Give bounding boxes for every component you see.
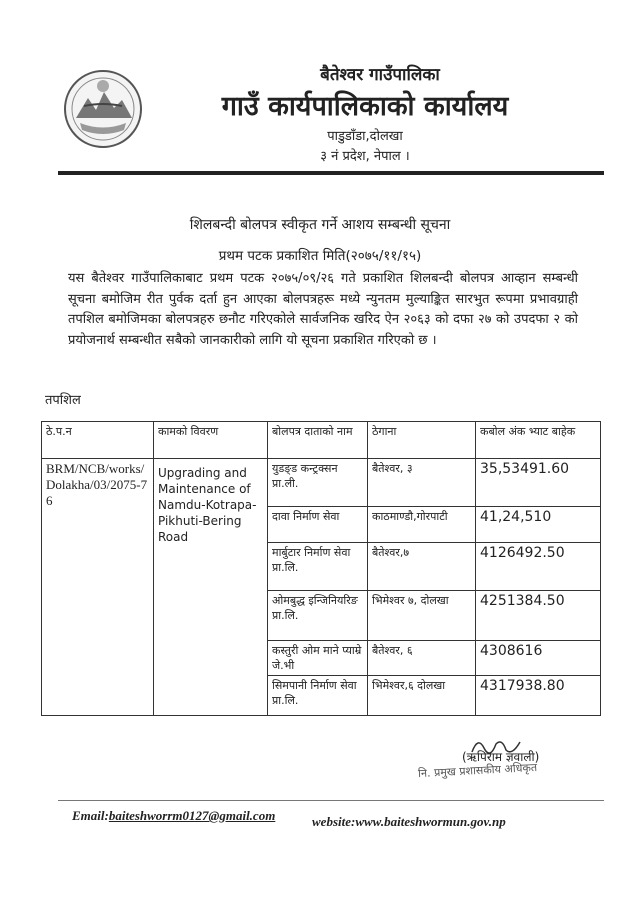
- org-name: बैतेश्वर गाउँपालिका: [320, 65, 440, 85]
- bids-table: [41, 421, 601, 716]
- work-description: Upgrading and Maintenance of Namdu-Kotrapa-Pikhuti-Bering Road: [154, 459, 268, 716]
- bidder-name: सिमपानी निर्माण सेवा प्रा.लि.: [268, 676, 368, 716]
- header-tender-no: ठे.प.न: [42, 422, 154, 459]
- bidder-name: मार्बुटार निर्माण सेवा प्रा.लि.: [268, 543, 368, 591]
- notice-body: यस बैतेश्वर गाउँपालिकाबाट प्रथम पटक २०७५/०९/२६ गते प्रकाशित शिलबन्दी बोलपत्र आव्हान सम्बन्धी सूचना बमोजिम रीत पुर्वक दर्ता हुन आएका बोलपत्रहरू मध्ये न्युनतम मुल्याङ्कित सारभुत रूपमा प्रभावग्राही तपशिल बमोजिमका बोलपत्रहरु छनौट गरिएकोले सार्वजनिक खरिद ऐन २०६३ को दफा २७ को उपदफा २ को प्रयोजनार्थ सम्बन्धीत सबैको जानकारीको लागि यो सूचना प्रकाशित गरिएको छ ।: [68, 271, 578, 348]
- bidder-address: बैतेश्वर, ३: [368, 459, 476, 507]
- bidder-address: भिमेश्वर ७, दोलखा: [368, 591, 476, 641]
- signatory-designation: नि. प्रमुख प्रशासकीय अधिकृत: [417, 760, 538, 781]
- bid-amount: 4308616: [476, 641, 601, 676]
- bid-amount: 4126492.50: [476, 543, 601, 591]
- address-line-2: ३ नं प्रदेश, नेपाल ।: [320, 149, 410, 164]
- header-bid-amount: कबोल अंक भ्याट बाहेक: [476, 422, 601, 459]
- email-link[interactable]: baiteshworrm0127@gmail.com: [108, 808, 276, 823]
- tender-number: BRM/NCB/works/Dolakha/03/2075-76: [42, 459, 154, 716]
- schedule-label: तपशिल: [45, 393, 81, 408]
- bidder-name: कस्तुरी ओम माने प्याम्रे जे.भी: [268, 641, 368, 676]
- signatory-name: (ऋपिराम ज्ञवाली): [462, 750, 540, 764]
- website-label: website:: [312, 814, 356, 829]
- bidder-address: बैतेश्वर,७: [368, 543, 476, 591]
- email-label: Email:: [72, 808, 109, 823]
- address-line-1: पाडुडाँडा,दोलखा: [327, 129, 403, 144]
- notice-title: शिलबन्दी बोलपत्र स्वीकृत गर्ने आशय सम्बन्धी सूचना: [189, 217, 451, 233]
- bid-amount: 4317938.80: [476, 676, 601, 716]
- published-date: प्रथम पटक प्रकाशित मिति(२०७५/११/१५): [218, 248, 422, 264]
- header-address: ठेगाना: [368, 422, 476, 459]
- bidder-name: ओमबुद्ध इन्जिनियरिङ प्रा.लि.: [268, 591, 368, 641]
- table-row: [42, 459, 601, 507]
- footer-email: [72, 808, 275, 824]
- footer-divider: [58, 800, 604, 801]
- bid-amount: 4251384.50: [476, 591, 601, 641]
- office-title: गाउँ कार्यपालिकाको कार्यालय: [221, 91, 509, 122]
- table-header-row: [42, 422, 601, 459]
- footer-website: [312, 814, 506, 830]
- header-bidder-name: बोलपत्र दाताको नाम: [268, 422, 368, 459]
- header-work-description: कामको विवरण: [154, 422, 268, 459]
- website-link[interactable]: www.baiteshwormun.gov.np: [355, 814, 506, 829]
- bidder-address: बैतेश्वर, ६: [368, 641, 476, 676]
- bidder-name: युडङ्ड कन्ट्रक्सन प्रा.ली.: [268, 459, 368, 507]
- bid-amount: 35,53491.60: [476, 459, 601, 507]
- header-divider: [58, 171, 604, 175]
- municipality-emblem: [62, 68, 144, 150]
- bid-amount: 41,24,510: [476, 507, 601, 543]
- bidder-address: काठमाण्डौ,गोरपाटी: [368, 507, 476, 543]
- bidder-name: दावा निर्माण सेवा: [268, 507, 368, 543]
- bidder-address: भिमेश्वर,६ दोलखा: [368, 676, 476, 716]
